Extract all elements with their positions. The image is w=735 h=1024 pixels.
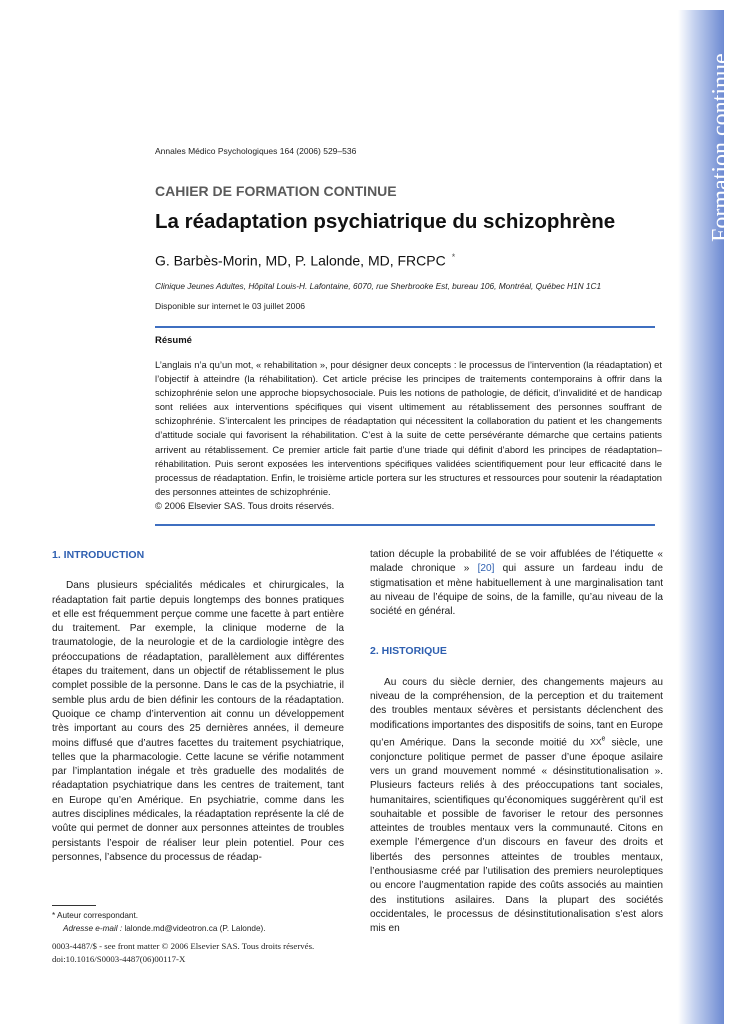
century: XX [590,737,602,748]
century-label [590,737,605,748]
section-2-text-b: siècle, une conjoncture politique permet de passer d’une époque asilaire vers un grand mouvement nommé « désinstitutionalisation ». Plusieurs facteurs reliés à des préoccupations tant sociales, humanitaires, scientifiques qu’économiques suggérèrent qu’il est souhaitable et possible de favoriser le retour des personnes atteintes de troubles mentaux vers la communauté. Citons en exemple l’émergence d’un discours en faveur des droits et libertés des personnes atteintes de troubles mentaux, l’enthousiasme créé par l’utilisation des premiers neuroleptiques ou encore l’augmentation rapide des coûts associés au maintien des institutions asilaires. Dans la plupart des sociétés occidentales, le processus de désinstitutionalisation s’est alors mis en [370,737,663,935]
footnote-corresponding: Auteur correspondant. [57,911,139,920]
abstract-text: L’anglais n’a qu’un mot, « rehabilitation », pour désigner deux concepts : le processus de l’intervention (la réadaptation) et l’objectif à atteindre (la réhabilitation). Cet article précise les principes de traitements contemporains à offrir dans la schizophrénie selon une approche biopsychosociale. Puis les notions de pathologie, de déficit, d’invalidité et de handicap sont reliées aux interventions spécifiques qui visent ultimement au rétablissement des personnes souffrant de schizophrénie. S’intercalent les principes de réadaptation qui nécessitent la collaboration du patient et les changements d’attitude sociale qui favorisent la réhabilitation. C’est à la suite de cette persévérante démarche que certains patients arrivent au rétablissement. Ce premier article fait partie d’une triade qui définit d’abord les principes de réadaptation–réhabilitation. Puis seront exposées les interventions spécifiques validées scientifiquement pour leur efficacité dans le processus de réadaptation. Enfin, le troisième article portera sur les structures et ressources pour soutenir la réadaptation des personnes atteintes de schizophrénie. [155,359,662,497]
article-title: La réadaptation psychiatrique du schizophrène [155,210,616,233]
footnote [52,910,266,935]
issn-doi [52,940,314,965]
footnote-email[interactable]: lalonde.md@videotron.ca (P. Lalonde). [124,923,266,933]
top-rule [155,326,655,328]
online-date: Disponible sur internet le 03 juillet 2006 [155,301,306,311]
issn-line: 0003-4487/$ - see front matter © 2006 Elsevier SAS. Tous droits réservés. [52,941,315,951]
side-label: Formation continue [708,53,734,242]
footnote-rule [52,905,96,906]
continuation-paragraph [370,548,663,619]
rubric: CAHIER DE FORMATION CONTINUE [155,183,397,199]
authors-line [155,252,455,269]
section-2-text-a: Au cours du siècle dernier, des changements majeurs au niveau de la compréhension, de la perception et du traitement des troubles mentaux sévères et persistants déclenchent des modifications importantes des dispositifs de soins, tant en Europe qu’en Amérique. Dans la seconde moitié du [370,676,663,749]
side-label-box [678,10,734,270]
reference-link[interactable]: [20] [477,563,495,575]
footnote-mark: * [52,911,56,920]
bottom-rule [155,524,655,526]
footnote-email-label: Adresse e-mail : [63,923,123,933]
continuation-text-b: qui assure un fardeau indu de stigmatisation et mène habituellement à une marginalisation tant au niveau de l’équipe de soins, de la famille, qu’au niveau de la société en général. [370,563,663,618]
section-1-text: Dans plusieurs spécialités médicales et chirurgicales, la réadaptation fait partie depuis longtemps des bonnes pratiques et elle est fréquemment perçue comme une facette à part entière du traitement. Par exemple, la clinique moderne de la traumatologie, de la neurologie et de la cardiologie intègre des préoccupations de réadaptation, parallèlement aux différentes étapes du traitement, dans un objectif de rétablissement le plus complet possible de la personne. Dans le cas de la psychiatrie, il semble plus ardu de bien définir les contours de la réadaptation. Quoique ce champ d’intervention ait connu un développement très important au cours des 25 dernières années, il demeure moins diffusé que d’autres facettes du traitement psychiatrique, telles que la pharmacologie. Cette lacune se vérifie notamment par l’implantation inégale et très graduelle des modalités de réadaptation psychiatrique dans les centres de traitement, tant en Europe qu’en Amérique. En psychiatrie, comme dans les autres disciplines médicales, la réadaptation représente la clé de voûte qui permet de donner aux personnes atteintes de troubles persistants l’espoir de réaliser leur plein potentiel. Pour ces personnes, l’absence du processus de réadap- [52,580,344,863]
footnote-line-1 [52,910,266,923]
doi-line[interactable]: doi:10.1016/S0003-4487(06)00117-X [52,953,186,964]
continuation-text-a: tation décuple la probabilité de se voir affublées de l’étiquette « malade chronique » [370,549,663,575]
column-left [52,548,344,865]
section-2-text [370,676,663,937]
column-right [370,548,663,936]
side-band [678,10,734,1024]
footnote-line-2 [52,923,266,936]
affiliation: Clinique Jeunes Adultes, Hôpital Louis-H. Lafontaine, 6070, rue Sherbrooke Est, bureau 106, Montréal, Québec H1N 1C1 [155,281,602,291]
abstract-heading: Résumé [155,335,192,346]
section-1-heading: 1. INTRODUCTION [52,549,145,561]
author-mark[interactable]: * [451,252,456,262]
abstract [155,358,662,513]
authors: G. Barbès-Morin, MD, P. Lalonde, MD, FRCPC [155,252,446,269]
abstract-copyright: © 2006 Elsevier SAS. Tous droits réservés. [155,499,335,511]
section-2-heading: 2. HISTORIQUE [370,645,447,658]
century-sup: e [601,735,606,743]
journal-citation: Annales Médico Psychologiques 164 (2006) 529–536 [155,146,357,156]
